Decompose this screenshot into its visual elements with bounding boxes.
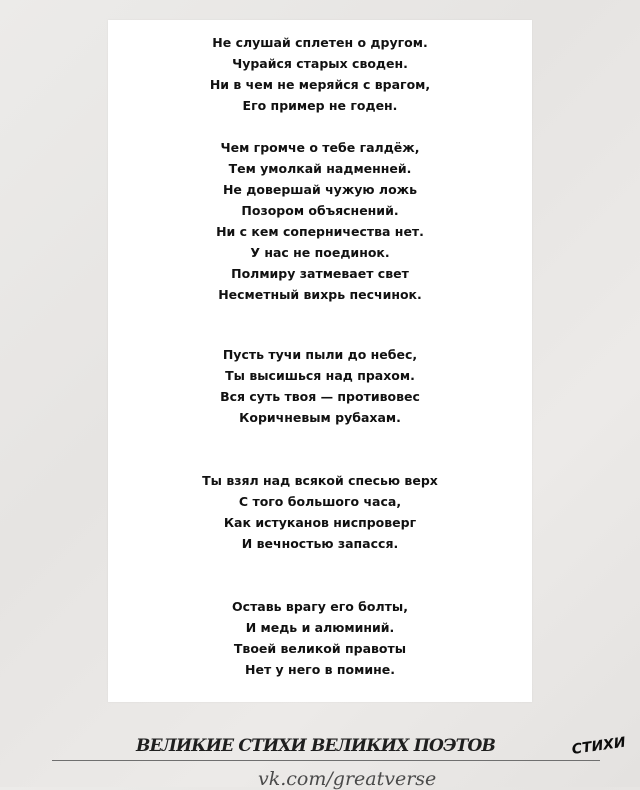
- poem-line: И медь и алюминий.: [245, 620, 395, 635]
- poem-line: Твоей великой правоты: [233, 641, 407, 656]
- poem-line: Ни с кем соперничества нет.: [216, 224, 424, 239]
- poem-line: Полмиру затмевает свет: [231, 266, 409, 281]
- stanza-1: [108, 32, 532, 116]
- poem-line: Чурайся старых своден.: [232, 56, 408, 71]
- poem-line: Не довершай чужую ложь: [222, 182, 418, 197]
- stanza-3: [108, 344, 532, 428]
- poem-page: [108, 20, 532, 702]
- footer-badge: СТИХИ: [570, 734, 627, 758]
- poem-line: Коричневым рубахам.: [239, 410, 401, 425]
- poem-line: У нас не поединок.: [250, 245, 390, 260]
- footer-title: ВЕЛИКИЕ СТИХИ ВЕЛИКИХ ПОЭТОВ: [136, 736, 496, 756]
- footer-divider: [52, 760, 600, 761]
- poem-line: Ты взял над всякой спесью верх: [202, 473, 438, 488]
- poem-line: Позором объяснений.: [241, 203, 399, 218]
- poem-line: Чем громче о тебе галдёж,: [220, 140, 420, 155]
- poem-line: Ни в чем не меряйся с врагом,: [209, 77, 431, 92]
- stanza-2: [108, 137, 532, 305]
- poem-line: С того большого часа,: [238, 494, 402, 509]
- poem-line: Как истуканов ниспроверг: [223, 515, 417, 530]
- poem-line: Не слушай сплетен о другом.: [212, 35, 428, 50]
- poem-line: Вся суть твоя — противовес: [220, 389, 420, 404]
- poem-line: И вечностью запасся.: [241, 536, 399, 551]
- poem-line: Тем умолкай надменней.: [228, 161, 412, 176]
- stanza-4: [108, 470, 532, 554]
- poem-line: Оставь врагу его болты,: [232, 599, 408, 614]
- footer-url[interactable]: vk.com/greatverse: [258, 768, 437, 790]
- poem-line: Несметный вихрь песчинок.: [218, 287, 422, 302]
- poem-line: Пусть тучи пыли до небес,: [222, 347, 418, 362]
- poem-line: Его пример не годен.: [242, 98, 398, 113]
- poem-line: Нет у него в помине.: [245, 662, 395, 677]
- poem-line: Ты высишься над прахом.: [225, 368, 415, 383]
- stanza-5: [108, 596, 532, 680]
